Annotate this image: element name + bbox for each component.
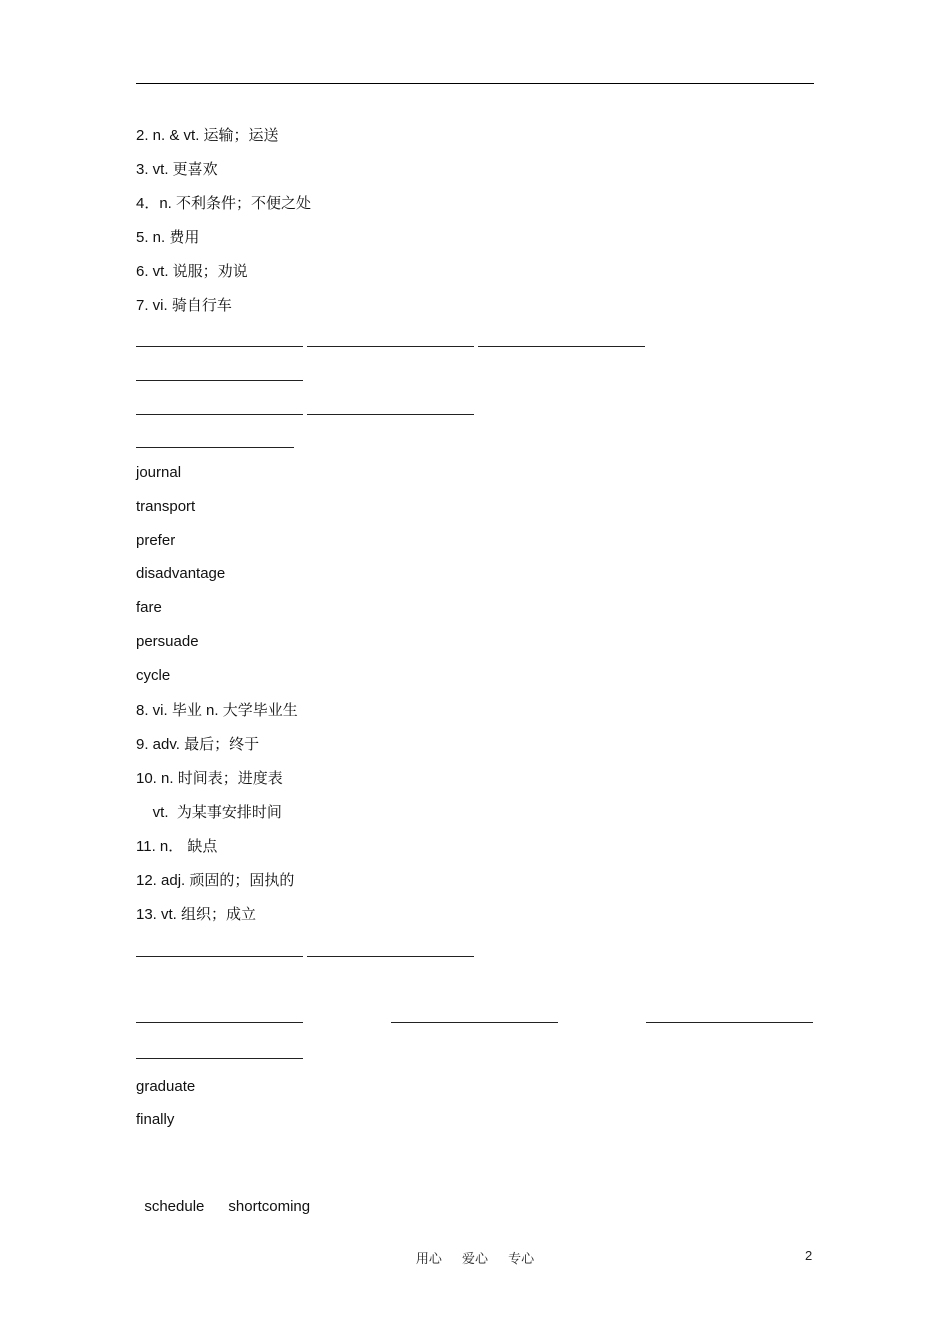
answer-blank[interactable] <box>307 414 474 415</box>
footer-motto: 用心 <box>415 1252 442 1267</box>
answer-word: transport <box>136 498 196 515</box>
answer-word: prefer <box>136 532 176 549</box>
definition-line: 13. vt. 组织；成立 <box>136 906 257 923</box>
answer-word: finally <box>136 1111 175 1128</box>
blank-row <box>136 380 307 381</box>
blank-row <box>136 414 478 415</box>
footer-motto: 爱心 <box>461 1252 488 1267</box>
definition-line: 10. n. 时间表；进度表 <box>136 770 283 787</box>
definition-line: 6. vt. 说服；劝说 <box>136 263 248 280</box>
blank-row <box>136 1058 307 1059</box>
answer-word: persuade <box>136 633 199 650</box>
answer-blank[interactable] <box>136 380 303 381</box>
answer-blank[interactable] <box>136 447 294 448</box>
answer-blank[interactable] <box>136 1058 303 1059</box>
definition-line: 7. vi. 骑自行车 <box>136 297 232 314</box>
definition-line: 9. adv. 最后；终于 <box>136 736 260 753</box>
answer-blank[interactable] <box>478 346 645 347</box>
header-rule <box>136 83 814 84</box>
definition-line: 8. vi. 毕业 n. 大学毕业生 <box>136 702 298 719</box>
answer-word: graduate <box>136 1078 196 1095</box>
blank-row <box>136 1022 813 1023</box>
definition-line: 2. n. & vt. 运输；运送 <box>136 127 279 144</box>
answer-blank[interactable] <box>391 1022 558 1023</box>
blank-row <box>136 447 298 448</box>
answer-word: journal <box>136 464 182 481</box>
answer-word: shortcoming <box>228 1198 311 1215</box>
answer-blank[interactable] <box>646 1022 813 1023</box>
answer-word-pair <box>136 1177 310 1217</box>
blank-row <box>136 956 478 957</box>
definition-line: 3. vt. 更喜欢 <box>136 161 218 178</box>
answer-word: cycle <box>136 667 171 684</box>
footer-motto: 专心 <box>508 1252 535 1267</box>
definition-line: vt. 为某事安排时间 <box>136 804 282 821</box>
blank-row <box>136 346 649 347</box>
answer-blank[interactable] <box>136 414 303 415</box>
answer-blank[interactable] <box>307 956 474 957</box>
answer-word: schedule <box>144 1198 205 1215</box>
definition-line: 5. n. 费用 <box>136 229 200 246</box>
answer-blank[interactable] <box>136 956 303 957</box>
definition-line: 12. adj. 顽固的；固执的 <box>136 872 295 889</box>
definition-line: 11. n． 缺点 <box>136 838 218 855</box>
definition-line: 4．n. 不利条件；不便之处 <box>136 195 312 212</box>
answer-word: fare <box>136 599 162 616</box>
answer-blank[interactable] <box>136 346 303 347</box>
answer-word: disadvantage <box>136 565 226 582</box>
page-number: 2 <box>805 1248 813 1263</box>
answer-blank[interactable] <box>136 1022 303 1023</box>
answer-blank[interactable] <box>307 346 474 347</box>
